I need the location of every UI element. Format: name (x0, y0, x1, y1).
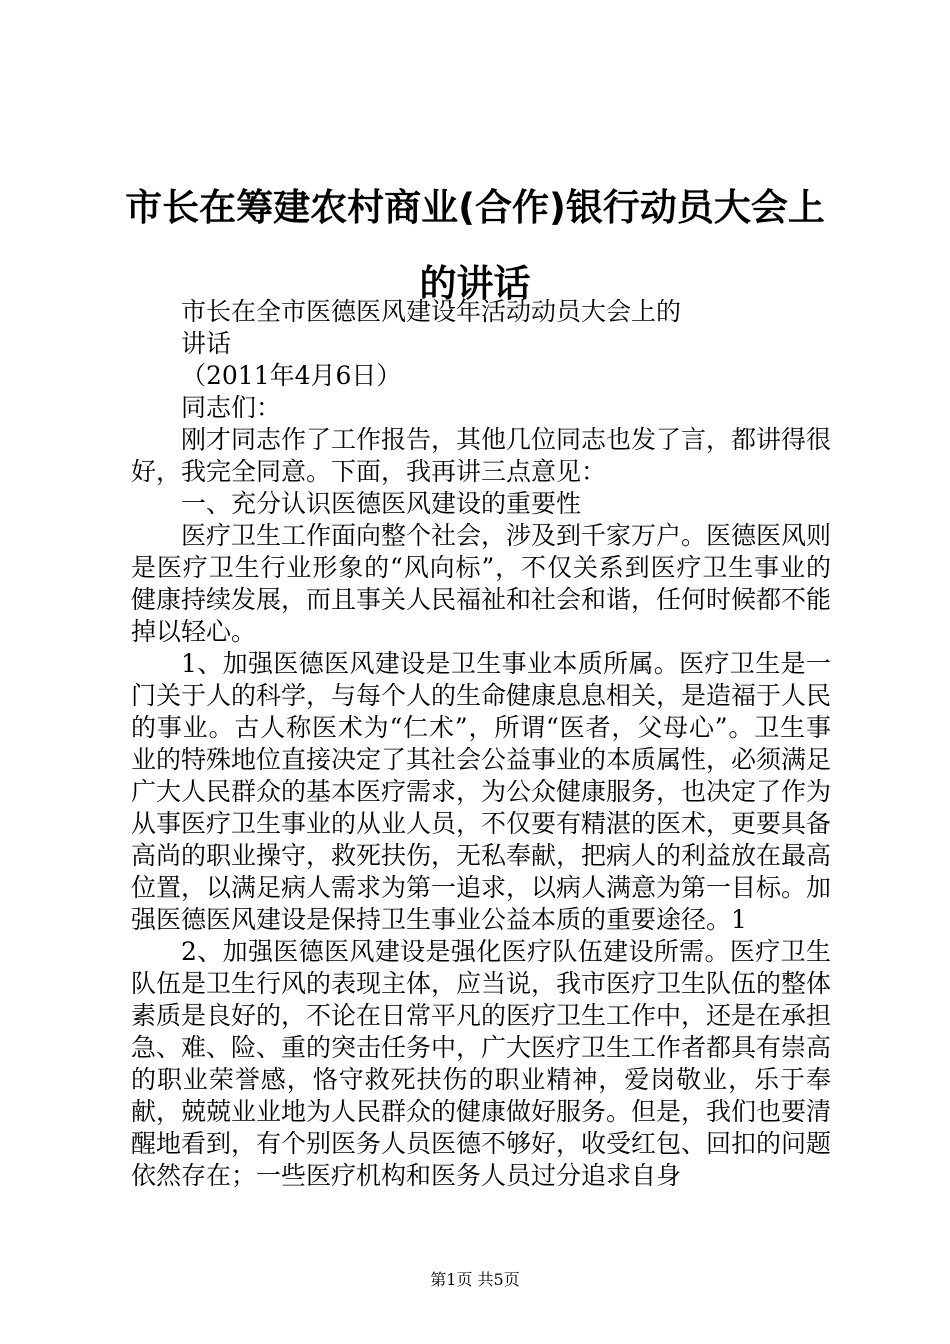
paragraph-point-1: 1、加强医德医风建设是卫生事业本质所属。医疗卫生是一门关于人的科学，与每个人的生命健康息息相关，是造福于人民的事业。古人称医术为“仁术”，所谓“医者，父母心”。卫生事业的特殊地位直接决定了其社会公益事业的本质属性，必须满足广大人民群众的基本医疗需求，为公众健康服务，也决定了作为从事医疗卫生事业的从业人员，不仅要有精湛的医术，更要具备高尚的职业操守，救死扶伤，无私奉献，把病人的利益放在最高位置，以满足病人需求为第一追求，以病人满意为第一目标。加强医德医风建设是保持卫生事业公益本质的重要途径。1 (131, 649, 832, 934)
speech-heading-line-2: 讲话 (181, 329, 232, 358)
salutation: 同志们： (181, 393, 282, 422)
document-title: 市长在筹建农村商业(合作)银行动员大会上的讲话 (125, 186, 825, 305)
section-heading-1: 一、充分认识医德医风建设的重要性 (181, 489, 582, 518)
speech-heading-line-1: 市长在全市医德医风建设年活动动员大会上的 (181, 297, 682, 326)
paragraph-section-1: 医疗卫生工作面向整个社会，涉及到千家万户。医德医风则是医疗卫生行业形象的“风向标”，不仅关系到医疗卫生事业的健康持续发展，而且事关人民福祉和社会和谐，任何时候都不能掉以轻心。 (131, 521, 832, 646)
speech-date: （2011年4月6日） (181, 361, 402, 390)
page-footer: 第1页 共5页 (430, 1270, 520, 1289)
paragraph-intro: 刚才同志作了工作报告，其他几位同志也发了言，都讲得很好，我完全同意。下面，我再讲三点意见： (131, 425, 832, 486)
document-body (131, 296, 831, 1192)
paragraph-point-2: 2、加强医德医风建设是强化医疗队伍建设所需。医疗卫生队伍是卫生行风的表现主体，应当说，我市医疗卫生队伍的整体素质是良好的，不论在日常平凡的医疗卫生工作中，还是在承担急、难、险、重的突击任务中，广大医疗卫生工作者都具有崇高的职业荣誉感，恪守救死扶伤的职业精神，爱岗敬业，乐于奉献，兢兢业业地为人民群众的健康做好服务。但是，我们也要清醒地看到，有个别医务人员医德不够好，收受红包、回扣的问题依然存在；一些医疗机构和医务人员过分追求自身 (131, 937, 832, 1190)
